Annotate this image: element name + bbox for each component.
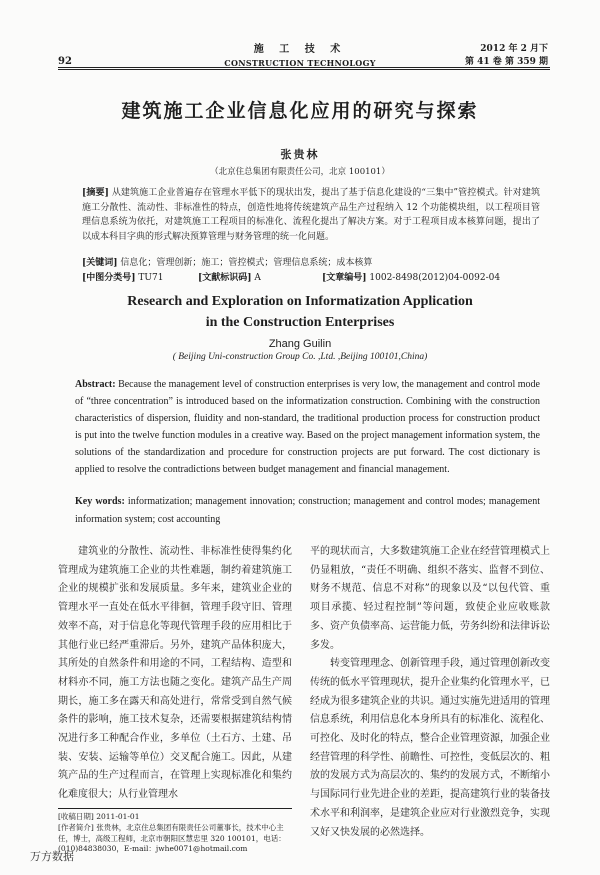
footnote-rule: [58, 808, 292, 809]
article-title-cn: 建筑施工企业信息化应用的研究与探索: [121, 100, 479, 122]
keywords-cn-text: 信息化；管理创新；施工；管控模式；管理信息系统；成本核算: [120, 258, 373, 268]
abstract-en: [75, 376, 540, 479]
keywords-en-text: informatization; management innovation; construction; management and control modes; management information system; cost accounting: [75, 496, 541, 525]
header-rule: [58, 67, 550, 68]
clc-label: [中图分类号]: [82, 273, 136, 283]
affiliation-en: ( Beijing Uni-construction Group Co. ,Ltd. ,Beijing 100101,China): [172, 352, 428, 362]
body-paragraph: 平的现状而言，大多数建筑施工企业在经营管理模式上仍显粗放，“责任不明确、组织不落实、监督不到位、财务不规范、信息不对称”的现象以及“以包代管、重项目承揽、轻过程控制”等问题，致使企业应收账款多、资产负债率高、运营能力低，劳务纠纷和法律诉讼多发。: [310, 546, 550, 651]
journal-name-en: CONSTRUCTION TECHNOLOGY: [224, 58, 376, 68]
article-number-label: [文章编号]: [322, 273, 367, 283]
body-column-right: [310, 543, 550, 842]
keywords-en-label: Key words:: [75, 496, 125, 507]
abstract-cn-label: [摘要]: [82, 188, 109, 198]
article-number-value: 1002-8498(2012)04-0092-04: [369, 273, 501, 283]
issue-date: 2012 年 2 月下: [480, 44, 548, 54]
article-title-en: [0, 291, 600, 333]
keywords-cn: [82, 255, 540, 268]
abstract-cn-text: 从建筑施工企业普遍存在管理水平低下的现状出发，提出了基于信息化建设的“三集中”管控模式。针对建筑施工分散性、流动性、非标准性的特点，创造性地将传统建筑产品生产过程纳入 12 个功能模块组，以工程项目管理信息系统为依托，对建筑施工工程项目的标准化、流程化提出了解决方案。对于工程项目成本核算问题，提出了以成本科目字典的形式解决预算管理与财务管理的统一化问题。: [82, 188, 540, 242]
title-en-line2: in the Construction Enterprises: [205, 315, 395, 330]
page-number: 92: [58, 56, 72, 67]
keywords-cn-label: [关键词]: [82, 258, 118, 268]
clc-value: TU71: [138, 273, 164, 283]
doc-code-value: A: [254, 273, 261, 283]
header-rule-double: [58, 69, 550, 70]
received-date: [收稿日期] 2011-01-01: [58, 812, 140, 821]
author-bio: [作者简介] 张贵林，北京住总集团有限责任公司董事长，技术中心主任，博士，高级工程师，北京市朝阳区慧忠里 320 100101，电话：(010)84838030，E-mail：jwhe0071@hotmail.com: [58, 822, 286, 854]
volume-issue: 第 41 卷 第 359 期: [465, 57, 548, 67]
abstract-cn: [82, 186, 540, 244]
body-column-left: [58, 543, 292, 805]
footnotes: [58, 812, 292, 855]
body-paragraph: 转变管理理念、创新管理手段，通过管理创新改变传统的低水平管理现状，提升企业集约化管理水平，已经成为很多建筑企业的共识。通过实施先进适用的管理信息系统，利用信息化本身所具有的标准化、流程化、可控化、及时化的特点，整合企业管理资源，加强企业经营管理的科学性、前瞻性、可控性，变低层次的、粗放的发展方式为高层次的、集约的发展方式，不断缩小与国际同行业先进企业的差距，提高建筑行业的装备技术水平和利润率，是建筑企业应对行业激烈竞争，实现又好又快发展的必然选择。: [310, 658, 550, 838]
issue-info: [465, 43, 548, 69]
watermark-footer: 万方数据: [30, 850, 74, 863]
author-name-en: Zhang Guilin: [268, 338, 332, 350]
author-name-cn: 张贵林: [280, 148, 320, 161]
title-en-line1: Research and Exploration on Informatization Application: [127, 294, 473, 309]
affiliation-cn: （北京住总集团有限责任公司，北京 100101）: [210, 167, 390, 177]
abstract-en-text: Because the management level of construction enterprises is very low, the management and control mode of “three concentration” is introduced based on the informatization construction. Combining with the construction characteristics of dispersion, fluidity and non-standard, the traditional production process for construction product is put into the twelve function modules in a creative way. Based on the project management information system, the solutions of the standardization and procedure for construction projects are put forward. The cost dictionary is applied to resolve the contradictions between budget management and financial management.: [75, 379, 540, 476]
article-number: [322, 270, 500, 283]
keywords-en: [75, 493, 540, 528]
body-paragraph: 建筑业的分散性、流动性、非标准性使得集约化管理成为建筑施工企业的共性难题，制约着建筑施工企业的规模扩张和发展质量。多年来，建筑业企业的管理水平一直处在低水平徘徊，管理手段守旧、管理效率不高，对于信息化等现代管理手段的应用相比于其他行业已经严重滞后。另外，建筑产品体积庞大，其所处的自然条件和用途的不同，工程结构、造型和材料亦不同，施工方法也随之变化。建筑产品生产周期长，施工多在露天和高处进行，常常受到自然气候条件的影响，施工技术复杂，还需要根据建筑结构情况进行多工种配合作业，多单位（土石方、土建、吊装、安装、运输等单位）交叉配合施工。因此，从建筑产品的生产过程而言，在管理上实现标准化和集约化难度很大；从行业管理水: [58, 546, 292, 801]
doc-code: [198, 270, 261, 283]
doc-code-label: [文献标识码]: [198, 273, 252, 283]
clc-number: [82, 270, 163, 283]
abstract-en-label: Abstract:: [75, 379, 116, 390]
journal-name-cn: 施 工 技 术: [253, 44, 347, 55]
